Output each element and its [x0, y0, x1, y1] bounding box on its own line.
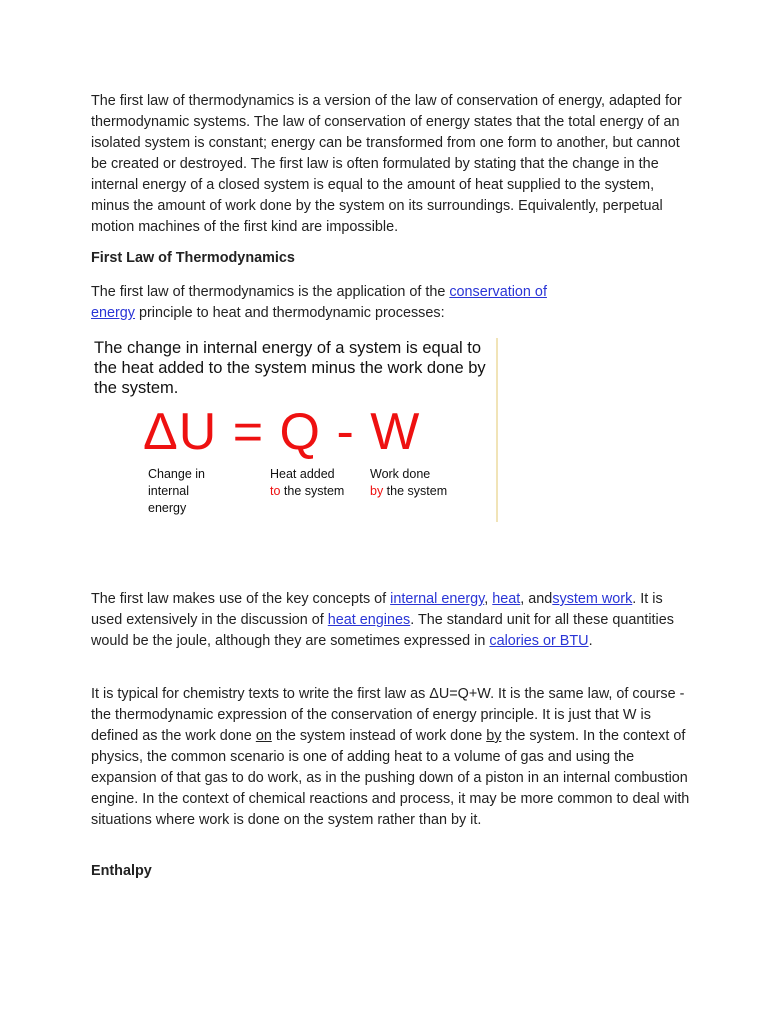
first-law-paragraph: [91, 282, 591, 324]
label-w-line-1: Work done: [370, 467, 431, 481]
link-conservation-of-energy[interactable]: conservation of energy: [91, 284, 547, 321]
intro-paragraph: The first law of thermodynamics is a version of the law of conservation of energy, adapted for thermodynamic systems. The law of conservation of energy states that the total energy of an isolated system is constant; energy can be transformed from one form to another, but cannot be created or destroyed. The first law is often formulated by stating that the change in the internal energy of a closed system is equal to the amount of heat supplied to the system, minus the amount of work done by the system on its surroundings. Equivalently, perpetual motion machines of the first kind are impossible.: [91, 93, 682, 235]
label-w-rest: the system: [383, 484, 448, 498]
chemistry-text-3: the system. In the context of physics, the common scenario is one of adding heat to a volume of gas and using the expansion of that gas to do work, as in the pushing down of a piston in an internal combustion engine. In the context of chemical reactions and process, it may be more common to deal with situations where work is done on the system rather than by it.: [91, 728, 690, 828]
label-q-rest: the system: [280, 484, 345, 498]
label-change-internal-energy: [148, 466, 205, 517]
chemistry-text-1: It is typical for chemistry texts to write the first law as ΔU=Q+W. It is the same law, of course - the thermodynamic expression of the conservation of energy principle. It is just that W is defined as the work done: [91, 686, 685, 744]
heading-first-law: First Law of Thermodynamics: [91, 250, 295, 266]
link-heat-engines[interactable]: heat engines: [327, 612, 411, 628]
link-calories-or-btu[interactable]: calories or BTU: [489, 633, 589, 649]
label-u-line-2: internal: [148, 484, 189, 498]
label-q-to: to: [270, 484, 281, 498]
first-law-figure: [87, 334, 501, 524]
link-heat[interactable]: heat: [492, 591, 521, 607]
heading-enthalpy: Enthalpy: [91, 863, 152, 879]
label-u-line-3: energy: [148, 501, 187, 515]
chemistry-text-2: the system instead of work done: [271, 728, 487, 744]
figure-caption: The change in internal energy of a system is equal to the heat added to the system minus the work done by the system.: [94, 339, 486, 397]
link-internal-energy[interactable]: internal energy: [390, 591, 485, 607]
key-concepts-text-3: , and: [520, 591, 553, 607]
label-w-by: by: [370, 484, 384, 498]
key-concepts-text-4: . It is used extensively in the discussion of: [91, 591, 663, 628]
chemistry-paragraph: [91, 684, 691, 831]
label-u-line-1: Change in: [148, 467, 205, 481]
key-concepts-paragraph: [91, 589, 691, 652]
link-system-work[interactable]: system work: [552, 591, 633, 607]
key-concepts-text-2: ,: [484, 591, 493, 607]
label-q-line-2: [270, 483, 344, 500]
key-concepts-text-6: .: [588, 633, 593, 649]
key-concepts-text-5: . The standard unit for all these quantities would be the joule, although they are sometimes expressed in: [91, 612, 674, 649]
underlined-by: by: [486, 728, 502, 744]
label-w-line-2: [370, 483, 447, 500]
label-q-line-1: Heat added: [270, 467, 335, 481]
key-concepts-text-1: The first law makes use of the key concepts of: [91, 591, 391, 607]
figure-equation: ΔU = Q - W: [143, 403, 421, 461]
label-heat-added: [270, 466, 344, 500]
label-work-done: [370, 466, 447, 500]
underlined-on: on: [255, 728, 272, 744]
first-law-text-after: principle to heat and thermodynamic processes:: [135, 305, 445, 321]
first-law-text-before: The first law of thermodynamics is the application of the: [91, 284, 450, 300]
